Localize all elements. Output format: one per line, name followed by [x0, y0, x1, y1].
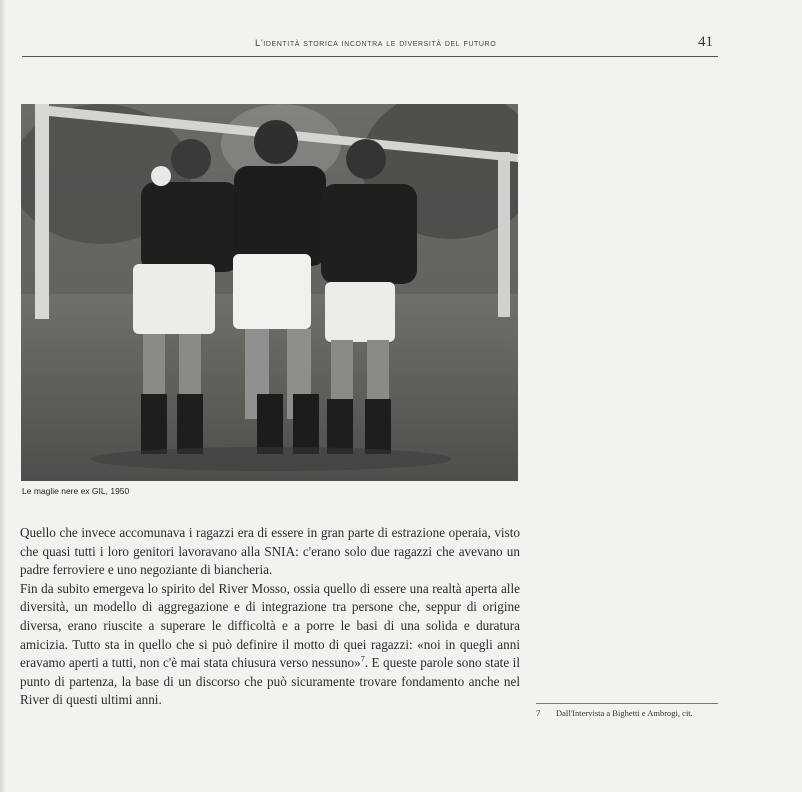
footnote-text: Dall'Intervista a Bighetti e Ambrogi, cit. [556, 708, 693, 718]
running-head: L'identità storica incontra le diversità del futuro [255, 38, 497, 49]
body-paragraph: Quello che invece accomunava i ragazzi era di essere in gran parte di estrazione operaia, visto che quasi tutti i loro genitori lavoravano alla SNIA: c'erano solo due ragazzi che avevano un padre ferroviere e uno negoziante di biancheria. [20, 525, 520, 578]
team-photo-illustration [21, 104, 518, 481]
page-edge-shadow [0, 0, 6, 792]
footnote [536, 708, 726, 719]
body-paragraph [20, 580, 520, 710]
body-paragraph-text: . E queste parole sono state il punto di partenza, la base di un discorso che può sicuramente trovare fondamento anche nel River di questi ultimi anni. [20, 655, 520, 708]
header-rule [22, 56, 718, 57]
footnote-rule [536, 703, 718, 704]
photo-caption: Le maglie nere ex GIL, 1950 [22, 486, 130, 496]
body-paragraph-text: Fin da subito emergeva lo spirito del River Mosso, ossia quello di essere una realtà aperta alle diversità, un modello di aggregazione e di integrazione tra persone che, seppur di origine diversa, erano riuscite a superare le difficoltà e a porre le basi di una solida e duratura amicizia. Tutto sta in quello che si può definire il motto di quei ragazzi: «noi in quegli anni eravamo aperti a tutti, non c'è mai stata chiusura verso nessuno» [20, 580, 520, 671]
footnote-reference[interactable]: 7 [360, 654, 365, 664]
body-text [20, 524, 520, 710]
page-number: 41 [698, 34, 713, 50]
team-photo [21, 104, 518, 481]
footnote-number: 7 [536, 708, 541, 718]
